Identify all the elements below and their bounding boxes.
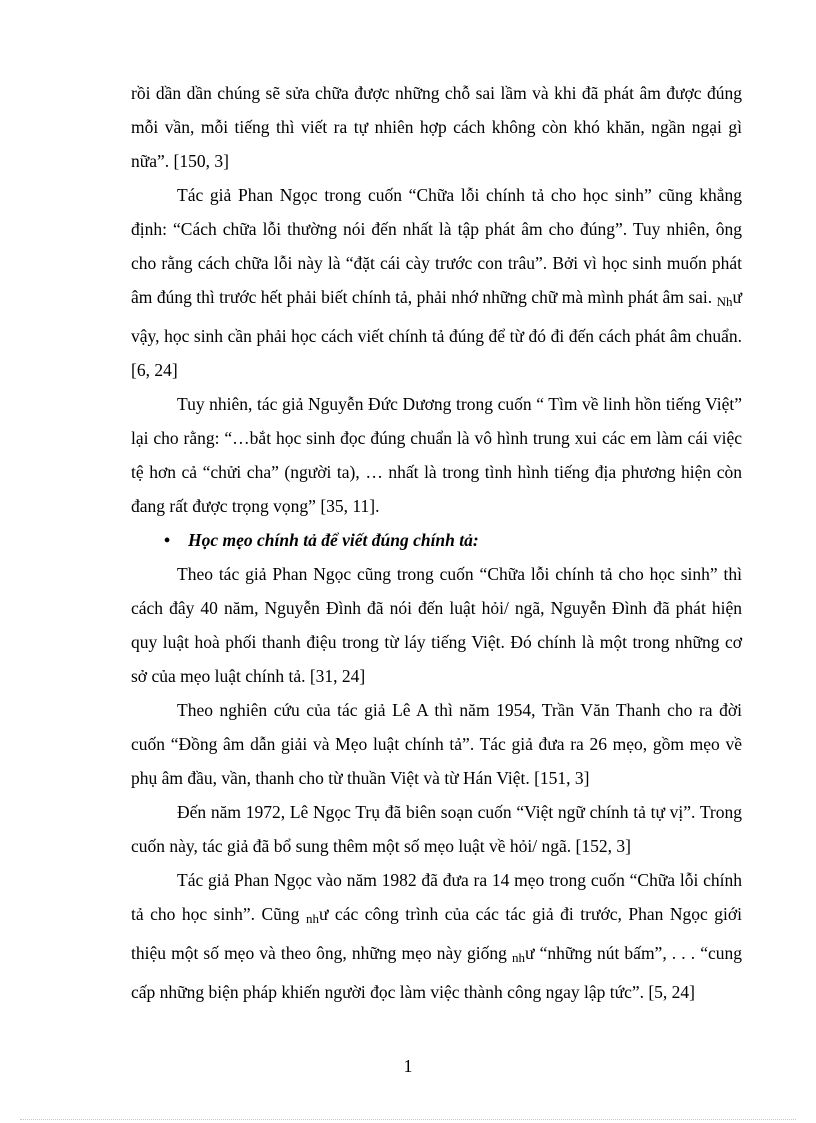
paragraph-5 <box>131 693 742 795</box>
paragraph-6 <box>131 795 742 863</box>
paragraph-2 <box>131 178 742 387</box>
paragraph-2-end: ư vậy, học sinh cần phải học cách viết chính tả đúng để từ đó đi đến cách phát âm chuẩn. [6, 24] <box>131 287 742 380</box>
bullet-icon: • <box>164 530 171 550</box>
section-heading <box>131 523 742 557</box>
paragraph-4 <box>131 557 742 693</box>
paragraph-5-text: Theo nghiên cứu của tác giả Lê A thì năm 1954, Trần Văn Thanh cho ra đời cuốn “Đồng âm dẫn giải và Mẹo luật chính tả”. Tác giả đưa ra 26 mẹo, gồm mẹo về phụ âm đầu, vần, thanh cho từ thuần Việt và từ Hán Việt. [151, 3] <box>131 700 742 788</box>
paragraph-3-text: Tuy nhiên, tác giả Nguyễn Đức Dương trong cuốn “ Tìm về linh hồn tiếng Việt” lại cho rằng: “…bắt học sinh đọc đúng chuẩn là vô hình trung xui các em làm cái việc tệ hơn cả “chửi cha” (người ta), … nhất là trong tình hình tiếng địa phương hiện còn đang rất được trọng vọng” [35, 11]. <box>131 394 742 516</box>
paragraph-7-nh-1: nh <box>305 911 319 926</box>
page-bottom-divider <box>20 1119 796 1120</box>
paragraph-7-text-c: ư “những nút bấm”, . . . “cung cấp những biện pháp khiến người đọc làm việc thành công ngay lập tức”. [5, 24] <box>131 943 743 1002</box>
paragraph-7-nh-2: nh <box>512 950 526 965</box>
body-text <box>131 76 742 1009</box>
paragraph-1 <box>131 76 742 178</box>
paragraph-7-text-b: ư các công trình của các tác giả đi trước, Phan Ngọc giới thiệu một số mẹo và theo ông, những mẹo này giống <box>131 904 743 963</box>
paragraph-3 <box>131 387 742 523</box>
paragraph-2-text: Tác giả Phan Ngọc trong cuốn “Chữa lỗi chính tả cho học sinh” cũng khẳng định: “Cách chữa lỗi thường nói đến nhất là tập phát âm cho đúng”. Tuy nhiên, ông cho rằng cách chữa lỗi này là “đặt cái cày trước con trâu”. Bởi vì học sinh muốn phát âm đúng thì trước hết phải biết chính tả, phải nhớ những chữ mà mình phát âm sai. <box>131 185 742 307</box>
paragraph-1-text: rồi dần dần chúng sẽ sửa chữa được những chỗ sai lầm và khi đã phát âm được đúng mỗi vần, mỗi tiếng thì viết ra tự nhiên hợp cách không còn khó khăn, ngần ngại gì nữa”. [150, 3] <box>131 83 742 171</box>
section-heading-text: Học mẹo chính tả để viết đúng chính tả: <box>188 530 479 550</box>
paragraph-7 <box>131 863 742 1009</box>
paragraph-4-text: Theo tác giả Phan Ngọc cũng trong cuốn “Chữa lỗi chính tả cho học sinh” thì cách đây 40 năm, Nguyễn Đình đã nói đến luật hỏi/ ngã, Nguyễn Đình đã phát hiện quy luật hoà phối thanh điệu trong từ láy tiếng Việt. Đó chính là một trong những cơ sở của mẹo luật chính tả. [31, 24] <box>131 564 742 686</box>
paragraph-2-nh: Nh <box>716 294 733 309</box>
page-number: 1 <box>403 1056 413 1076</box>
paragraph-6-text: Đến năm 1972, Lê Ngọc Trụ đã biên soạn cuốn “Việt ngữ chính tả tự vị”. Trong cuốn này, tác giả đã bổ sung thêm một số mẹo luật về hỏi/ ngã. [152, 3] <box>131 802 742 856</box>
paragraph-7-text-a: Tác giả Phan Ngọc vào năm 1982 đã đưa ra 14 mẹo trong cuốn “Chữa lỗi chính tả cho học sinh”. Cũng <box>131 870 742 924</box>
